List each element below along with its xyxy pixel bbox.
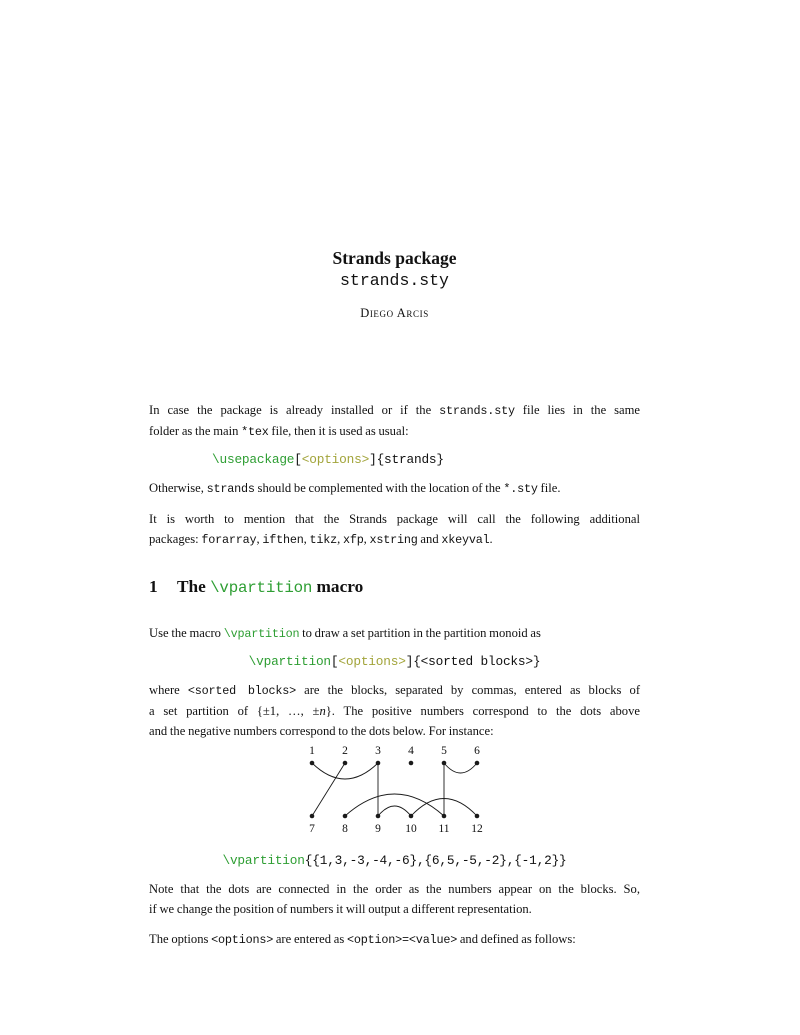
paragraph-line — [149, 623, 640, 644]
paragraph-line — [149, 529, 640, 550]
partition-dot — [442, 814, 447, 819]
text-segment: file lies in the same — [514, 403, 640, 417]
text-segment: are the blocks, separated by commas, entered as blocks of — [296, 683, 641, 697]
strand-edge — [312, 763, 345, 816]
partition-dot — [475, 761, 480, 766]
text-segment: a set partition of {±1, …, ± — [149, 704, 320, 718]
paragraph — [149, 879, 640, 919]
paragraph-line — [149, 509, 640, 529]
code-token: *.sty — [503, 482, 538, 496]
paragraph-line — [149, 701, 640, 721]
paragraph-line — [149, 478, 640, 499]
code-token: <options> — [211, 933, 274, 947]
dot-label: 12 — [471, 823, 483, 835]
dot-label: 8 — [342, 823, 348, 835]
text-segment: , — [256, 532, 263, 546]
text-segment: are entered as — [273, 932, 348, 946]
macro-token: \vpartition — [210, 579, 313, 597]
text-segment: . — [489, 532, 493, 546]
dot-label: 9 — [375, 823, 381, 835]
code-token: xkeyval — [441, 533, 490, 547]
macro-token: \vpartition — [222, 853, 305, 868]
code-token: ]{<sorted blocks>} — [405, 654, 541, 669]
paragraph-line — [149, 421, 640, 442]
code-token: *tex — [241, 425, 269, 439]
text-segment: Otherwise, — [149, 481, 207, 495]
option-token: <options> — [338, 654, 406, 669]
text-segment: should be complemented with the location of the — [254, 481, 504, 495]
paragraph — [149, 623, 640, 644]
partition-dot — [442, 761, 447, 766]
code-token: ifthen — [262, 533, 304, 547]
code-token: tikz — [309, 533, 338, 547]
text-segment: to draw a set partition in the partition monoid as — [299, 626, 541, 640]
partition-dot — [343, 761, 348, 766]
paragraph-line — [149, 400, 640, 421]
code-token: [ — [330, 654, 339, 669]
code-token: strands — [206, 482, 255, 496]
text-segment: file, then it is used as usual: — [268, 424, 409, 438]
partition-dot — [310, 814, 315, 819]
code-line — [149, 451, 640, 468]
text-segment: Note that the dots are connected in the order as the numbers appear on the blocks. So, — [149, 882, 640, 896]
macro-token: \usepackage — [212, 452, 295, 467]
code-token: ]{strands} — [369, 452, 444, 467]
dot-label: 5 — [441, 745, 447, 757]
partition-dot — [409, 814, 414, 819]
partition-dot — [376, 761, 381, 766]
package-filename: strands.sty — [340, 271, 449, 290]
text-segment: , — [303, 532, 310, 546]
partition-diagram — [149, 741, 640, 843]
section-heading — [149, 577, 640, 598]
text-segment: The options — [149, 932, 212, 946]
text-segment: It is worth to mention that the Strands package will call the following additional — [149, 512, 640, 526]
text-segment: n — [319, 704, 326, 718]
strand-edge — [444, 763, 477, 773]
code-token: forarray — [201, 533, 257, 547]
paragraph-line — [149, 680, 640, 701]
text-segment: packages: — [149, 532, 202, 546]
code-token: strands.sty — [439, 404, 515, 418]
dot-label: 2 — [342, 745, 348, 757]
text-segment: and the negative numbers correspond to the dots below. For instance: — [149, 724, 494, 738]
partition-dot — [475, 814, 480, 819]
section-number: 1 — [149, 577, 158, 596]
code-token: xfp — [342, 533, 364, 547]
text-segment: where — [149, 683, 188, 697]
text-segment: file. — [537, 481, 561, 495]
partition-dot — [376, 814, 381, 819]
text-segment: and defined as follows: — [457, 932, 576, 946]
text-segment: and — [417, 532, 442, 546]
text-segment: }. The positive numbers correspond to the dots above — [325, 704, 640, 718]
text-segment: macro — [312, 577, 364, 596]
text-segment: The — [177, 577, 211, 596]
partition-dot — [343, 814, 348, 819]
dot-label: 1 — [309, 745, 315, 757]
paragraph — [149, 680, 640, 741]
text-column — [149, 0, 640, 950]
content — [149, 400, 640, 950]
code-line — [149, 852, 640, 869]
text-segment: In case the package is already installed or if the — [149, 403, 440, 417]
code-token: [ — [294, 452, 302, 467]
text-segment: , — [363, 532, 370, 546]
paragraph-line — [149, 899, 640, 919]
paragraph — [149, 929, 640, 950]
author-name: Diego Arcis — [360, 306, 429, 320]
code-token: {{1,3,-3,-4,-6},{6,5,-5,-2},{-1,2}} — [304, 853, 567, 868]
page-title: Strands package — [332, 248, 457, 268]
dot-label: 6 — [474, 745, 480, 757]
strand-edge — [345, 794, 444, 816]
partition-dot — [310, 761, 315, 766]
strand-edge — [312, 763, 378, 779]
dot-label: 11 — [438, 823, 450, 835]
dot-label: 3 — [375, 745, 381, 757]
paragraph — [149, 509, 640, 550]
strand-edge — [378, 806, 411, 816]
code-token: xstring — [369, 533, 418, 547]
macro-token: \vpartition — [248, 654, 331, 669]
dot-label: 4 — [408, 745, 414, 757]
paragraph-line — [149, 721, 640, 741]
text-segment: if we change the position of numbers it will output a different representation. — [149, 902, 532, 916]
code-token: <sorted blocks> — [187, 684, 297, 698]
code-line — [149, 653, 640, 670]
paragraph — [149, 478, 640, 499]
paragraph-line — [149, 929, 640, 950]
partition-diagram-svg — [281, 741, 508, 838]
title-block — [149, 0, 640, 321]
text-segment: folder as the main — [149, 424, 242, 438]
paragraph — [149, 400, 640, 442]
macro-token: \vpartition — [223, 627, 300, 641]
code-token: <option>=<value> — [347, 933, 458, 947]
partition-dot — [409, 761, 414, 766]
dot-label: 10 — [405, 823, 417, 835]
text-segment: , — [337, 532, 343, 546]
paragraph-line — [149, 879, 640, 899]
text-segment: Use the macro — [149, 626, 224, 640]
dot-label: 7 — [309, 823, 315, 835]
option-token: <options> — [301, 452, 370, 467]
